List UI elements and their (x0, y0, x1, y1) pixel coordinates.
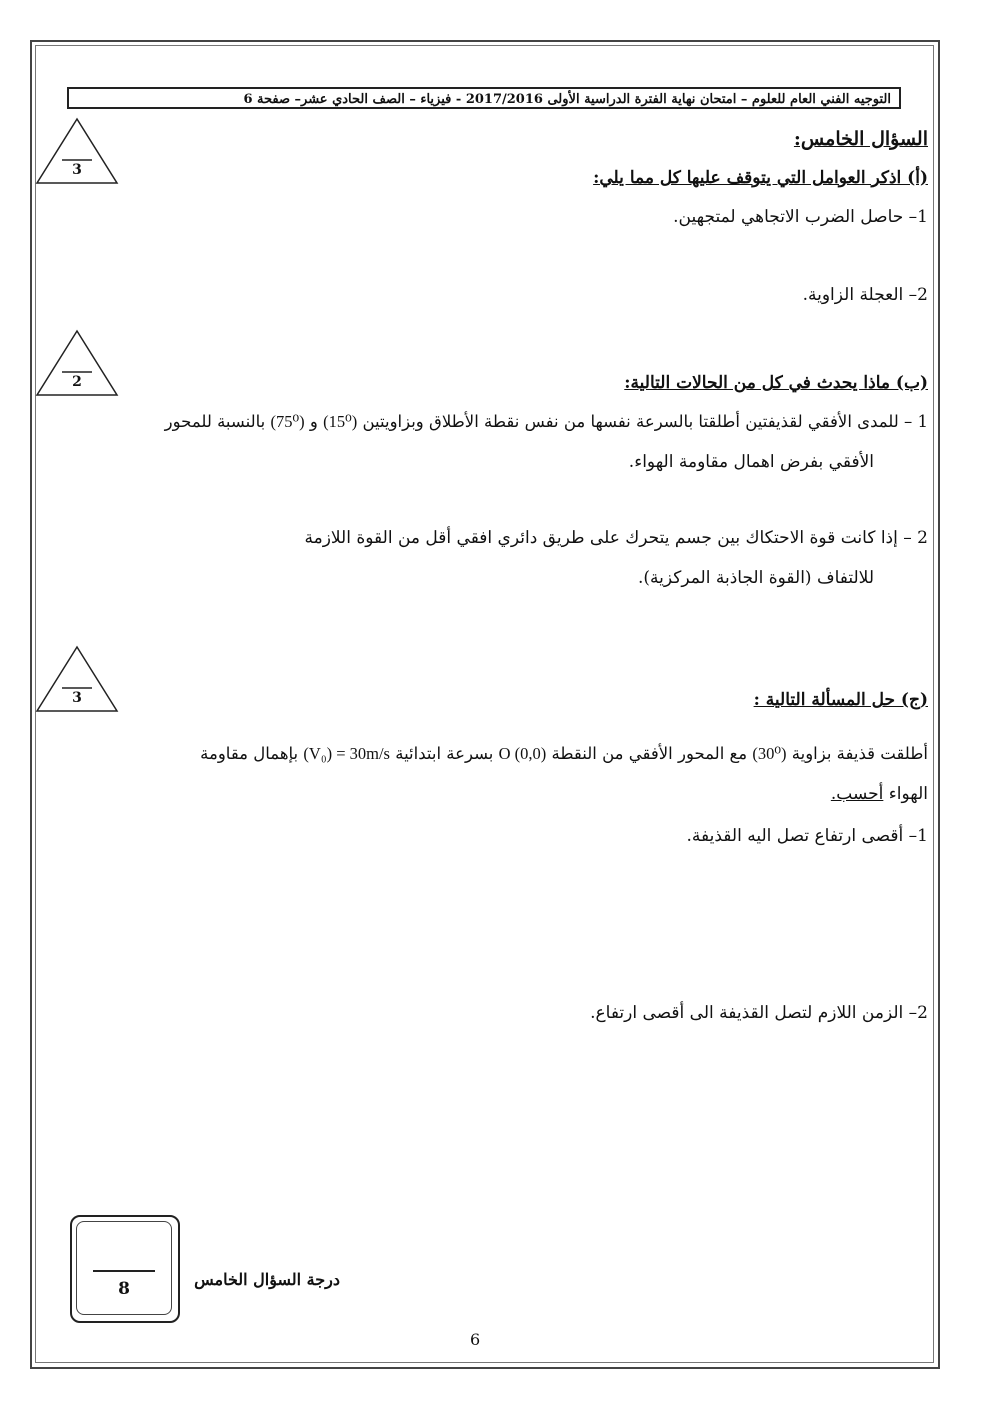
problem-line-2 (831, 784, 928, 804)
item-1-prefix: 1 – للمدى الأفقي لقذيفتين أطلقتا بالسرعة نفسها من نفس نقطة الأطلاق وبزاويتين (362, 412, 928, 431)
score-triangle-b (36, 330, 118, 396)
section-b-item-2: 2 – إذا كانت قوة الاحتكاك بين جسم يتحرك على طريق دائري افقي أقل من القوة اللازمة (304, 528, 928, 548)
problem-angle: (30⁰) (752, 744, 787, 763)
score-b: 2 (72, 374, 82, 390)
angle-15: (15⁰) (323, 412, 358, 431)
section-c-title: (ج) حل المسألة التالية : (753, 690, 928, 710)
problem-statement (200, 744, 928, 764)
section-c-item-2: 2– الزمن اللازم لتصل القذيفة الى أقصى ارتفاع. (590, 1003, 928, 1023)
score-a: 3 (72, 162, 82, 178)
problem-speed: (V₀) = 30m/s (303, 744, 390, 763)
total-score-box (70, 1215, 180, 1323)
section-a-title: (أ) اذكر العوامل التي يتوقف عليها كل مما يلي: (593, 168, 928, 188)
score-c: 3 (72, 690, 82, 706)
item-1-and: و (309, 412, 318, 431)
score-line (93, 1270, 155, 1272)
section-b-item-1-line-2: الأفقي بفرض اهمال مقاومة الهواء. (628, 452, 874, 472)
section-a-item-2: 2– العجلة الزاوية. (802, 285, 928, 305)
section-b-title: (ب) ماذا يحدث في كل من الحالات التالية: (624, 373, 928, 393)
angle-75: (75⁰) (270, 412, 305, 431)
score-triangle-a (36, 118, 118, 184)
problem-prefix: أطلقت قذيفة بزاوية (791, 744, 928, 763)
total-score-inner (76, 1221, 172, 1315)
page-header: التوجيه الفني العام للعلوم – امتحان نهاية الفترة الدراسية الأولى 2017/2016 - فيزياء – الصف الحادي عشر– صفحة 6 (67, 87, 901, 109)
calculate-label: أحسب. (830, 784, 884, 804)
problem-line-2-text: الهواء (888, 784, 928, 804)
question-title: السؤال الخامس: (793, 128, 928, 150)
item-1-suffix: بالنسبة للمحور (164, 412, 266, 431)
score-triangle-c (36, 646, 118, 712)
section-b-item-2-line-2: للالتفاف (القوة الجاذبة المركزية). (637, 568, 874, 588)
section-b-item-1 (165, 412, 928, 432)
problem-suffix: بإهمال مقاومة (200, 744, 299, 763)
total-score-label: درجة السؤال الخامس (194, 1270, 340, 1289)
total-score: 8 (118, 1279, 130, 1299)
page-number: 6 (470, 1330, 481, 1349)
problem-point: O (0,0) (498, 744, 547, 763)
problem-mid: مع المحور الأفقي من النقطة (551, 744, 748, 763)
problem-speed-label: بسرعة ابتدائية (395, 744, 494, 763)
section-a-item-1: 1– حاصل الضرب الاتجاهي لمتجهين. (673, 207, 928, 227)
section-c-item-1: 1– أقصى ارتفاع تصل اليه القذيفة. (686, 826, 928, 846)
